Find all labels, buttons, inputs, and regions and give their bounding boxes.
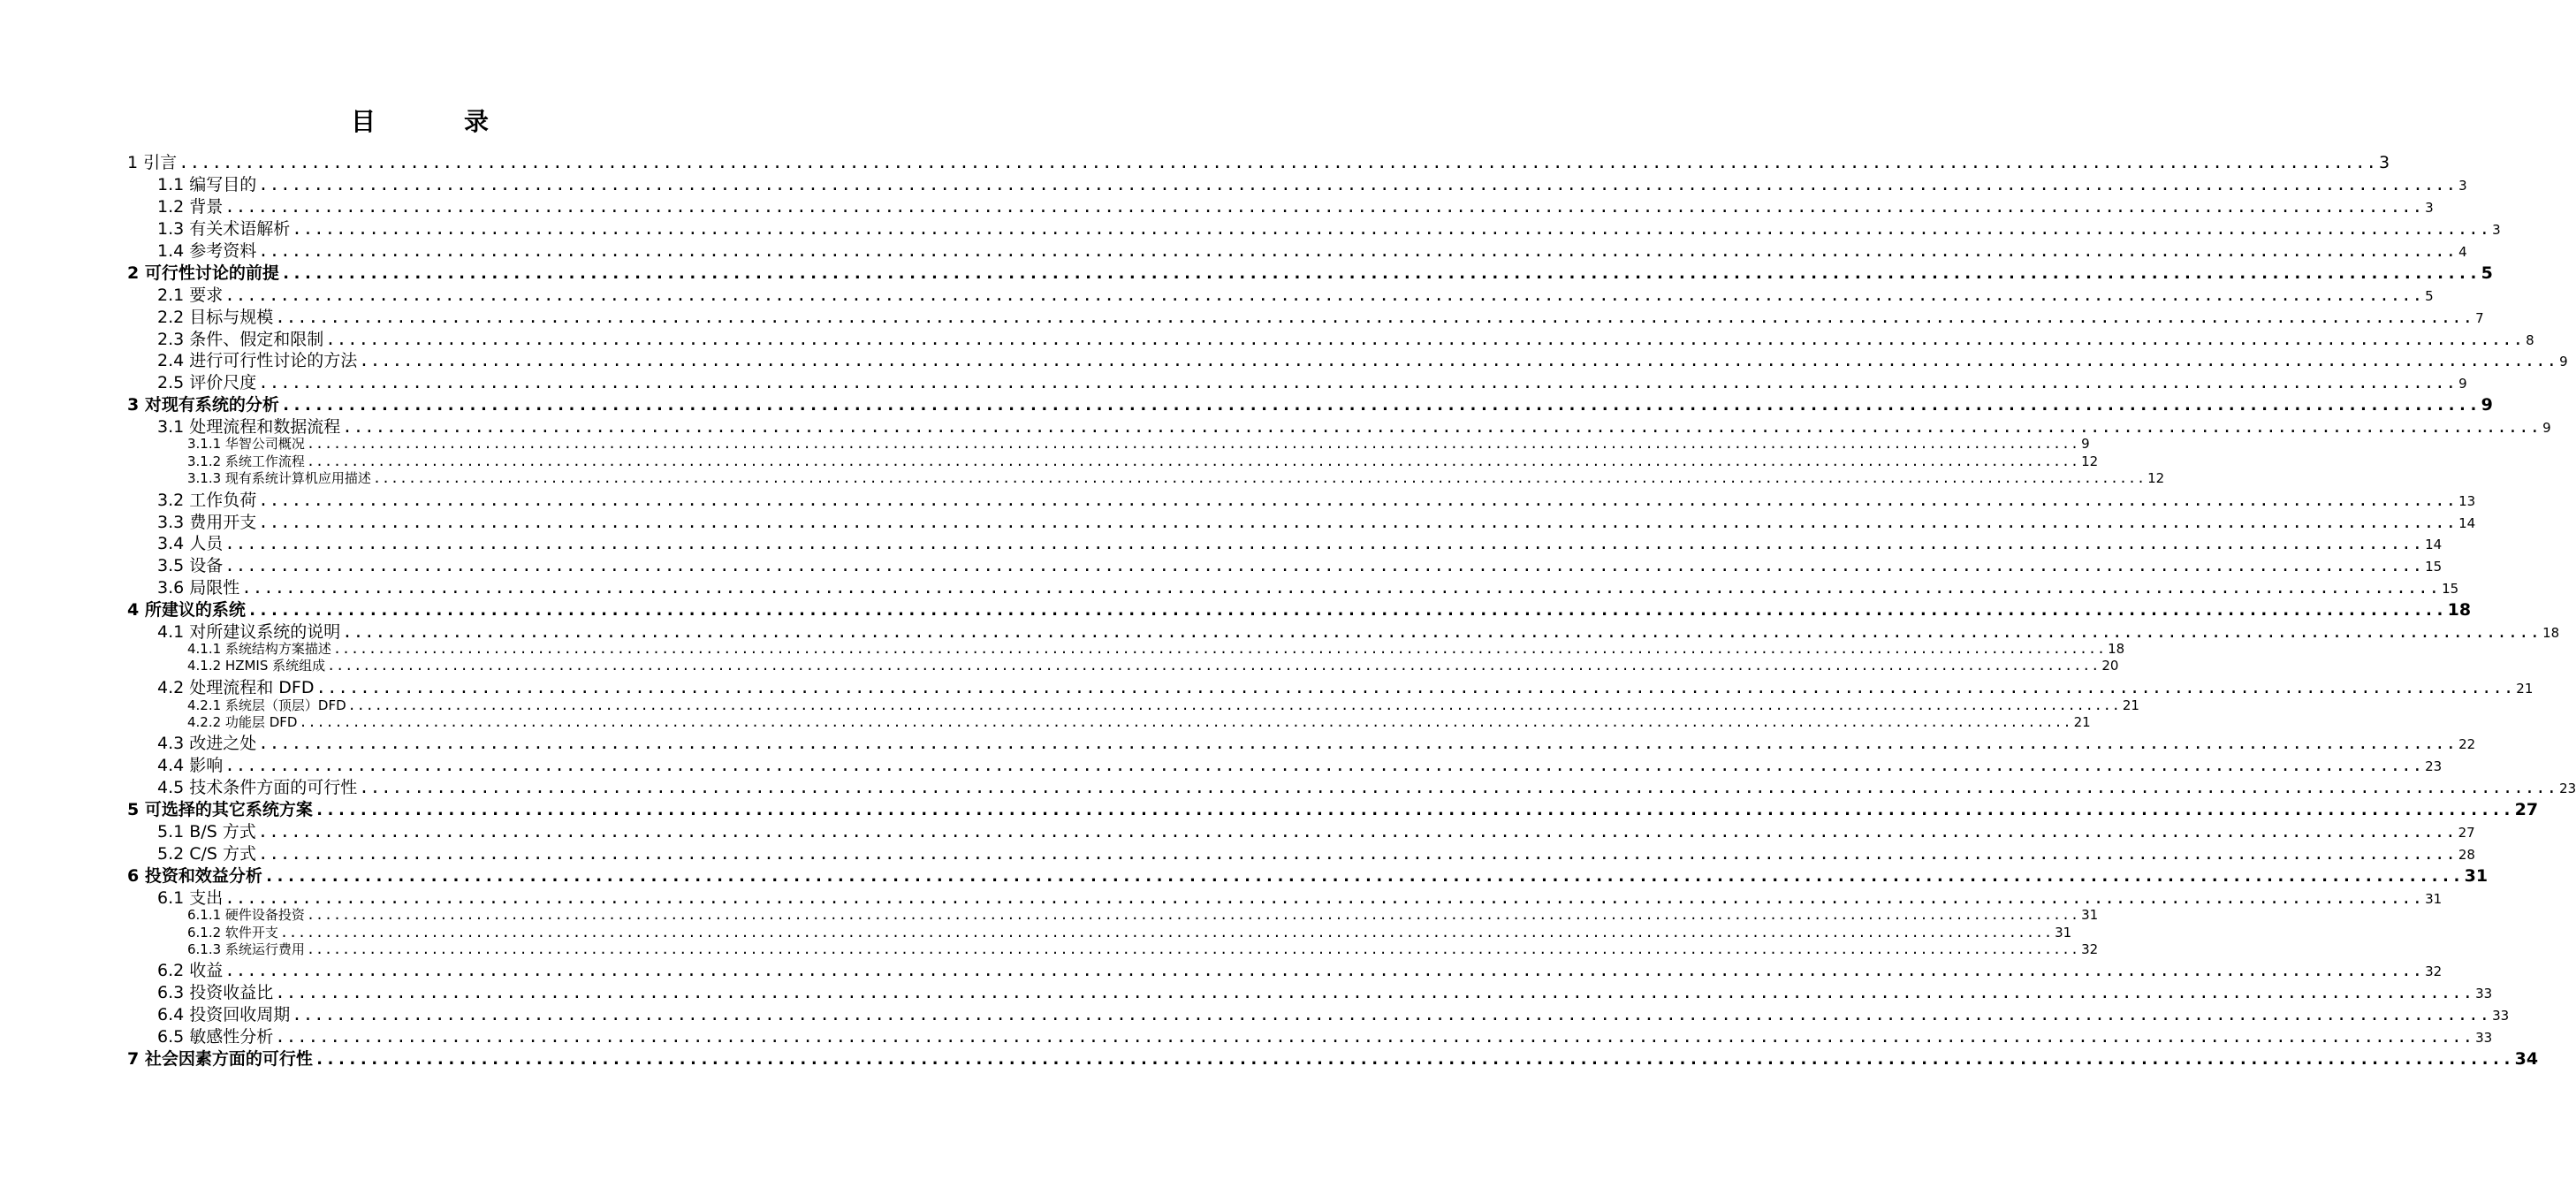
toc-entry-title: 6.1.2 软件开支 [187, 924, 278, 940]
toc-entry-title: 4.1 对所建议系统的说明 [157, 622, 341, 643]
toc-entry-title: 4.4 影响 [157, 756, 224, 776]
toc-entry-title: 2.1 要求 [157, 286, 224, 306]
toc-leader-dots: ........................................................................................................................................................................................................ [280, 263, 2480, 284]
toc-entry-page-number: 15 [2442, 581, 2459, 598]
toc-entry[interactable] [187, 712, 2091, 731]
toc-entry[interactable] [157, 282, 2434, 306]
toc-leader-dots: ........................................................................................................................................................................................................ [306, 940, 2080, 957]
toc-leader-dots: ........................................................................................................................................................................................................ [347, 697, 2121, 713]
toc-leader-dots: ........................................................................................................................................................................................................ [332, 640, 2107, 657]
toc-entry-title: 2.5 评价尺度 [157, 373, 257, 393]
toc-entry-title: 3.1.1 华智公司概况 [187, 435, 305, 452]
toc-entry-page-number: 33 [2475, 1030, 2493, 1047]
toc-entry[interactable] [157, 326, 2534, 350]
toc-entry-title: 2.2 目标与规模 [157, 308, 274, 328]
toc-leader-dots: ........................................................................................................................................................................................................ [258, 175, 2458, 195]
toc-entry-page-number: 7 [2475, 310, 2484, 327]
toc-entry-title: 4.1.2 HZMIS 系统组成 [187, 657, 326, 674]
toc-entry-page-number: 12 [2147, 469, 2165, 486]
toc-entry[interactable] [157, 774, 2576, 798]
toc-entry[interactable] [187, 468, 2165, 487]
toc-entry[interactable] [157, 216, 2501, 240]
toc-entry-page-number: 21 [2073, 713, 2091, 730]
toc-leader-dots: ........................................................................................................................................................................................................ [247, 600, 2446, 621]
toc-leader-dots: ........................................................................................................................................................................................................ [306, 435, 2080, 452]
toc-entry-page-number: 9 [2481, 395, 2493, 415]
toc-leader-dots: ........................................................................................................................................................................................................ [224, 534, 2424, 554]
toc-leader-dots: ........................................................................................................................................................................................................ [241, 578, 2441, 598]
toc-entry-page-number: 28 [2458, 847, 2475, 864]
toc-entry-page-number: 9 [2542, 420, 2551, 437]
toc-entry[interactable] [187, 639, 2125, 658]
toc-entry-page-number: 27 [2514, 800, 2539, 820]
toc-entry-page-number: 23 [2425, 758, 2443, 775]
toc-entry-page-number: 20 [2101, 657, 2119, 674]
toc-leader-dots: ........................................................................................................................................................................................................ [280, 395, 2480, 415]
toc-entry-page-number: 32 [2081, 940, 2099, 957]
toc-entry[interactable] [157, 369, 2467, 393]
toc-entry[interactable] [127, 1046, 2539, 1070]
toc-entry[interactable] [157, 171, 2467, 195]
toc-entry[interactable] [127, 597, 2472, 621]
toc-entry-title: 1.3 有关术语解析 [157, 219, 291, 240]
toc-entry-title: 6.4 投资回收周期 [157, 1005, 291, 1025]
toc-entry-page-number: 18 [2108, 640, 2125, 657]
toc-entry[interactable] [157, 841, 2475, 864]
toc-entry-title: 6.2 收益 [157, 961, 224, 981]
toc-entry-title: 6.1 支出 [157, 888, 224, 909]
toc-entry-title: 4.2.1 系统层（顶层）DFD [187, 697, 346, 713]
toc-entry-title: 4 所建议的系统 [127, 600, 246, 621]
toc-entry-title: 3.1.3 现有系统计算机应用描述 [187, 469, 371, 486]
toc-entry[interactable] [157, 957, 2443, 981]
toc-leader-dots: ........................................................................................................................................................................................................ [224, 961, 2424, 981]
toc-entry-title: 1 引言 [127, 153, 178, 173]
toc-leader-dots: ........................................................................................................................................................................................................ [327, 657, 2101, 674]
toc-leader-dots: ........................................................................................................................................................................................................ [372, 469, 2147, 486]
toc-title: 目 录 [350, 107, 521, 136]
toc-entry-title: 6.3 投资收益比 [157, 983, 274, 1003]
toc-leader-dots: ........................................................................................................................................................................................................ [342, 417, 2542, 438]
toc-leader-dots: ........................................................................................................................................................................................................ [292, 1005, 2491, 1025]
toc-leader-dots: ........................................................................................................................................................................................................ [275, 308, 2474, 328]
toc-leader-dots: ........................................................................................................................................................................................................ [258, 373, 2458, 393]
toc-entry-page-number: 9 [2081, 435, 2090, 452]
toc-entry-page-number: 31 [2055, 924, 2072, 940]
toc-entry-title: 5.2 C/S 方式 [157, 844, 257, 864]
toc-entry-page-number: 32 [2425, 963, 2443, 980]
toc-entry-page-number: 3 [2458, 178, 2467, 194]
toc-entry-page-number: 9 [2559, 354, 2568, 370]
toc-leader-dots: ........................................................................................................................................................................................................ [306, 453, 2080, 469]
toc-entry-title: 5.1 B/S 方式 [157, 822, 256, 842]
toc-entry[interactable] [187, 696, 2139, 714]
toc-entry-page-number: 27 [2458, 825, 2475, 842]
toc-leader-dots: ........................................................................................................................................................................................................ [325, 330, 2525, 350]
toc-entry-page-number: 14 [2425, 537, 2443, 553]
toc-entry-title: 2.4 进行可行性讨论的方法 [157, 351, 358, 371]
toc-entry-page-number: 3 [2378, 153, 2390, 173]
toc-entry-title: 4.2.2 功能层 DFD [187, 713, 298, 730]
toc-entry-title: 3.3 费用开支 [157, 513, 257, 533]
toc-entry-page-number: 5 [2425, 288, 2434, 305]
toc-entry-title: 3.6 局限性 [157, 578, 240, 598]
toc-entry[interactable] [157, 979, 2493, 1003]
toc-entry-page-number: 31 [2081, 906, 2099, 923]
toc-entry-page-number: 34 [2514, 1049, 2539, 1070]
toc-entry-title: 4.2 处理流程和 DFD [157, 678, 315, 698]
toc-entry-page-number: 23 [2559, 781, 2576, 797]
toc-leader-dots: ........................................................................................................................................................................................................ [258, 491, 2458, 511]
toc-entry-page-number: 9 [2458, 376, 2467, 392]
toc-entry-title: 5 可选择的其它系统方案 [127, 800, 313, 820]
toc-leader-dots: ........................................................................................................................................................................................................ [315, 678, 2515, 698]
toc-entry[interactable] [157, 1024, 2493, 1047]
toc-entry-title: 2 可行性讨论的前提 [127, 263, 279, 284]
toc-entry[interactable] [127, 863, 2489, 887]
toc-entry[interactable] [127, 260, 2493, 284]
toc-entry[interactable] [187, 923, 2072, 941]
toc-leader-dots: ........................................................................................................................................................................................................ [275, 1027, 2474, 1047]
toc-entry-page-number: 33 [2492, 1008, 2510, 1024]
toc-entry-title: 4.1.1 系统结构方案描述 [187, 640, 331, 657]
toc-entry-page-number: 3 [2425, 200, 2434, 217]
toc-leader-dots: ........................................................................................................................................................................................................ [263, 866, 2463, 887]
toc-entry[interactable] [157, 752, 2443, 776]
toc-entry-title: 1.1 编写目的 [157, 175, 257, 195]
toc-leader-dots: ........................................................................................................................................................................................................ [359, 778, 2558, 798]
toc-entry-title: 6 投资和效益分析 [127, 866, 262, 887]
toc-entry-title: 4.3 改进之处 [157, 734, 257, 754]
toc-entry[interactable] [157, 347, 2568, 371]
toc-entry-page-number: 15 [2425, 559, 2443, 575]
toc-entry-title: 1.2 背景 [157, 197, 224, 217]
toc-entry-page-number: 33 [2475, 986, 2493, 1002]
toc-leader-dots: ........................................................................................................................................................................................................ [279, 924, 2054, 940]
toc-entry[interactable] [157, 552, 2443, 576]
toc-entry-title: 3 对现有系统的分析 [127, 395, 279, 415]
toc-entry[interactable] [157, 819, 2475, 842]
toc-leader-dots: ........................................................................................................................................................................................................ [224, 286, 2424, 306]
toc-entry[interactable] [157, 575, 2459, 598]
toc-entry[interactable] [127, 392, 2493, 415]
toc-entry-title: 6.1.3 系统运行费用 [187, 940, 305, 957]
toc-entry-page-number: 4 [2458, 244, 2467, 261]
toc-entry[interactable] [187, 656, 2119, 674]
toc-entry-title: 3.4 人员 [157, 534, 224, 554]
toc-entry-page-number: 8 [2526, 332, 2534, 349]
toc-entry-title: 4.5 技术条件方面的可行性 [157, 778, 358, 798]
toc-entry-title: 6.5 敏感性分析 [157, 1027, 274, 1047]
toc-leader-dots: ........................................................................................................................................................................................................ [224, 888, 2424, 909]
toc-entry-page-number: 31 [2425, 891, 2443, 908]
toc-leader-dots: ........................................................................................................................................................................................................ [299, 713, 2072, 730]
toc-entry-title: 7 社会因素方面的可行性 [127, 1049, 313, 1070]
toc-entry[interactable] [157, 487, 2476, 511]
toc-entry-page-number: 18 [2447, 600, 2472, 621]
toc-leader-dots: ........................................................................................................................................................................................................ [179, 153, 2377, 173]
toc-entry[interactable] [187, 905, 2099, 924]
toc-entry-title: 3.1.2 系统工作流程 [187, 453, 305, 469]
toc-leader-dots: ........................................................................................................................................................................................................ [224, 756, 2424, 776]
toc-leader-dots: ........................................................................................................................................................................................................ [275, 983, 2474, 1003]
toc-entry[interactable] [187, 452, 2099, 470]
toc-entry[interactable] [127, 796, 2539, 820]
toc-entry-page-number: 21 [2516, 681, 2534, 697]
toc-leader-dots: ........................................................................................................................................................................................................ [224, 197, 2424, 217]
toc-entry[interactable] [187, 434, 2090, 453]
toc-entry[interactable] [127, 149, 2390, 173]
toc-entry-title: 6.1.1 硬件设备投资 [187, 906, 305, 923]
toc-entry-page-number: 14 [2458, 515, 2476, 532]
toc-entry-page-number: 5 [2481, 263, 2493, 284]
toc-entry-title: 3.2 工作负荷 [157, 491, 257, 511]
toc-leader-dots: ........................................................................................................................................................................................................ [257, 822, 2457, 842]
toc-entry-page-number: 18 [2542, 625, 2560, 642]
toc-entry-title: 3.1 处理流程和数据流程 [157, 417, 341, 438]
toc-entry-page-number: 12 [2081, 453, 2099, 469]
toc-leader-dots: ........................................................................................................................................................................................................ [314, 1049, 2513, 1070]
toc-entry[interactable] [157, 238, 2467, 262]
toc-leader-dots: ........................................................................................................................................................................................................ [258, 844, 2457, 864]
toc-leader-dots: ........................................................................................................................................................................................................ [258, 734, 2458, 754]
toc-entry[interactable] [157, 194, 2434, 217]
toc-leader-dots: ........................................................................................................................................................................................................ [342, 622, 2542, 643]
toc-entry-title: 2.3 条件、假定和限制 [157, 330, 324, 350]
toc-entry-page-number: 21 [2122, 697, 2139, 713]
toc-leader-dots: ........................................................................................................................................................................................................ [314, 800, 2513, 820]
toc-leader-dots: ........................................................................................................................................................................................................ [224, 556, 2424, 576]
toc-leader-dots: ........................................................................................................................................................................................................ [359, 351, 2558, 371]
toc-entry[interactable] [157, 1001, 2510, 1025]
toc-entry[interactable] [157, 530, 2443, 554]
toc-leader-dots: ........................................................................................................................................................................................................ [292, 219, 2491, 240]
toc-entry-page-number: 22 [2458, 736, 2476, 753]
toc-entry[interactable] [157, 304, 2484, 328]
toc-entry-page-number: 13 [2458, 493, 2476, 510]
toc-entry-title: 3.5 设备 [157, 556, 224, 576]
toc-entry-page-number: 3 [2492, 222, 2501, 239]
toc-leader-dots: ........................................................................................................................................................................................................ [306, 906, 2080, 923]
toc-leader-dots: ........................................................................................................................................................................................................ [258, 513, 2458, 533]
toc-entry[interactable] [157, 509, 2476, 533]
toc-entry-title: 1.4 参考资料 [157, 241, 257, 262]
toc-entry[interactable] [157, 730, 2476, 754]
toc-leader-dots: ........................................................................................................................................................................................................ [258, 241, 2458, 262]
toc-entry-page-number: 31 [2464, 866, 2489, 887]
toc-entry[interactable] [187, 940, 2099, 958]
